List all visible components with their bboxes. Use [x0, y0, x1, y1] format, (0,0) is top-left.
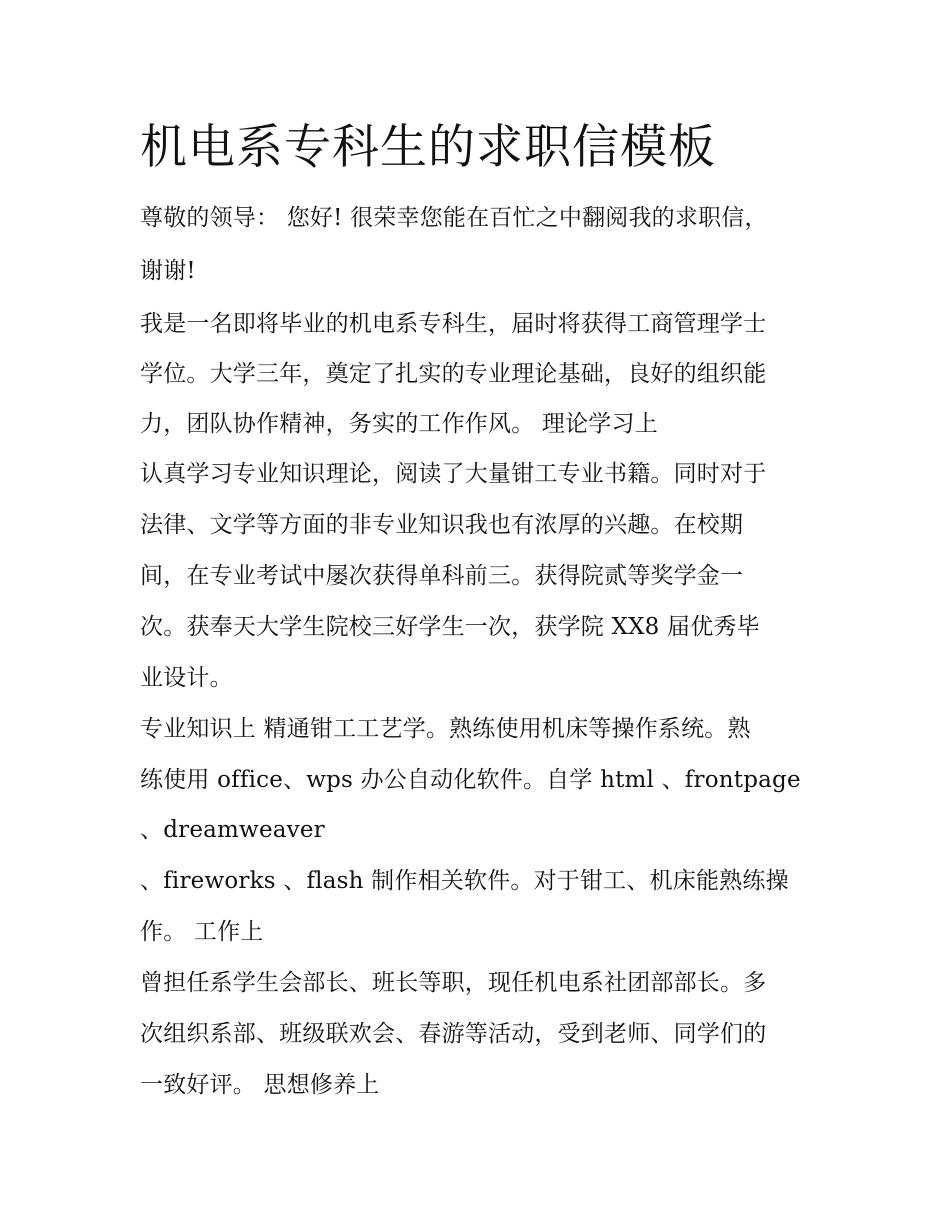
text-line: 、fireworks 、flash 制作相关软件。对于钳工、机床能熟练操	[140, 868, 789, 894]
text-line: 法律、文学等方面的非专业知识我也有浓厚的兴趣。在校期	[140, 512, 744, 538]
text-line: 、dreamweaver	[140, 817, 325, 843]
text-line: 我是一名即将毕业的机电系专科生，届时将获得工商管理学士	[140, 311, 767, 337]
text-line: 尊敬的领导： 您好! 很荣幸您能在百忙之中翻阅我的求职信，	[140, 205, 768, 231]
text-line: 力，团队协作精神，务实的工作作风。 理论学习上	[140, 411, 658, 437]
text-line: 认真学习专业知识理论，阅读了大量钳工专业书籍。同时对于	[140, 461, 767, 487]
text-line: 间，在专业考试中屡次获得单科前三。获得院贰等奖学金一	[140, 563, 744, 589]
text-line: 学位。大学三年，奠定了扎实的专业理论基础，良好的组织能	[140, 361, 767, 387]
text-line: 作。 工作上	[140, 919, 264, 945]
text-line: 业设计。	[140, 665, 233, 691]
text-line: 次。获奉天大学生院校三好学生一次，获学院 XX8 届优秀毕	[140, 614, 760, 640]
text-line: 练使用 office、wps 办公自动化软件。自学 html 、frontpage	[140, 767, 801, 793]
text-line: 专业知识上 精通钳工工艺学。熟练使用机床等操作系统。熟	[140, 716, 751, 742]
text-line: 一致好评。 思想修养上	[140, 1072, 380, 1098]
text-line: 谢谢!	[140, 258, 196, 284]
text-line: 曾担任系学生会部长、班长等职，现任机电系社团部部长。多	[140, 970, 767, 996]
document-title: 机电系专科生的求职信模板	[140, 120, 716, 175]
text-line: 次组织系部、班级联欢会、春游等活动，受到老师、同学们的	[140, 1021, 767, 1047]
